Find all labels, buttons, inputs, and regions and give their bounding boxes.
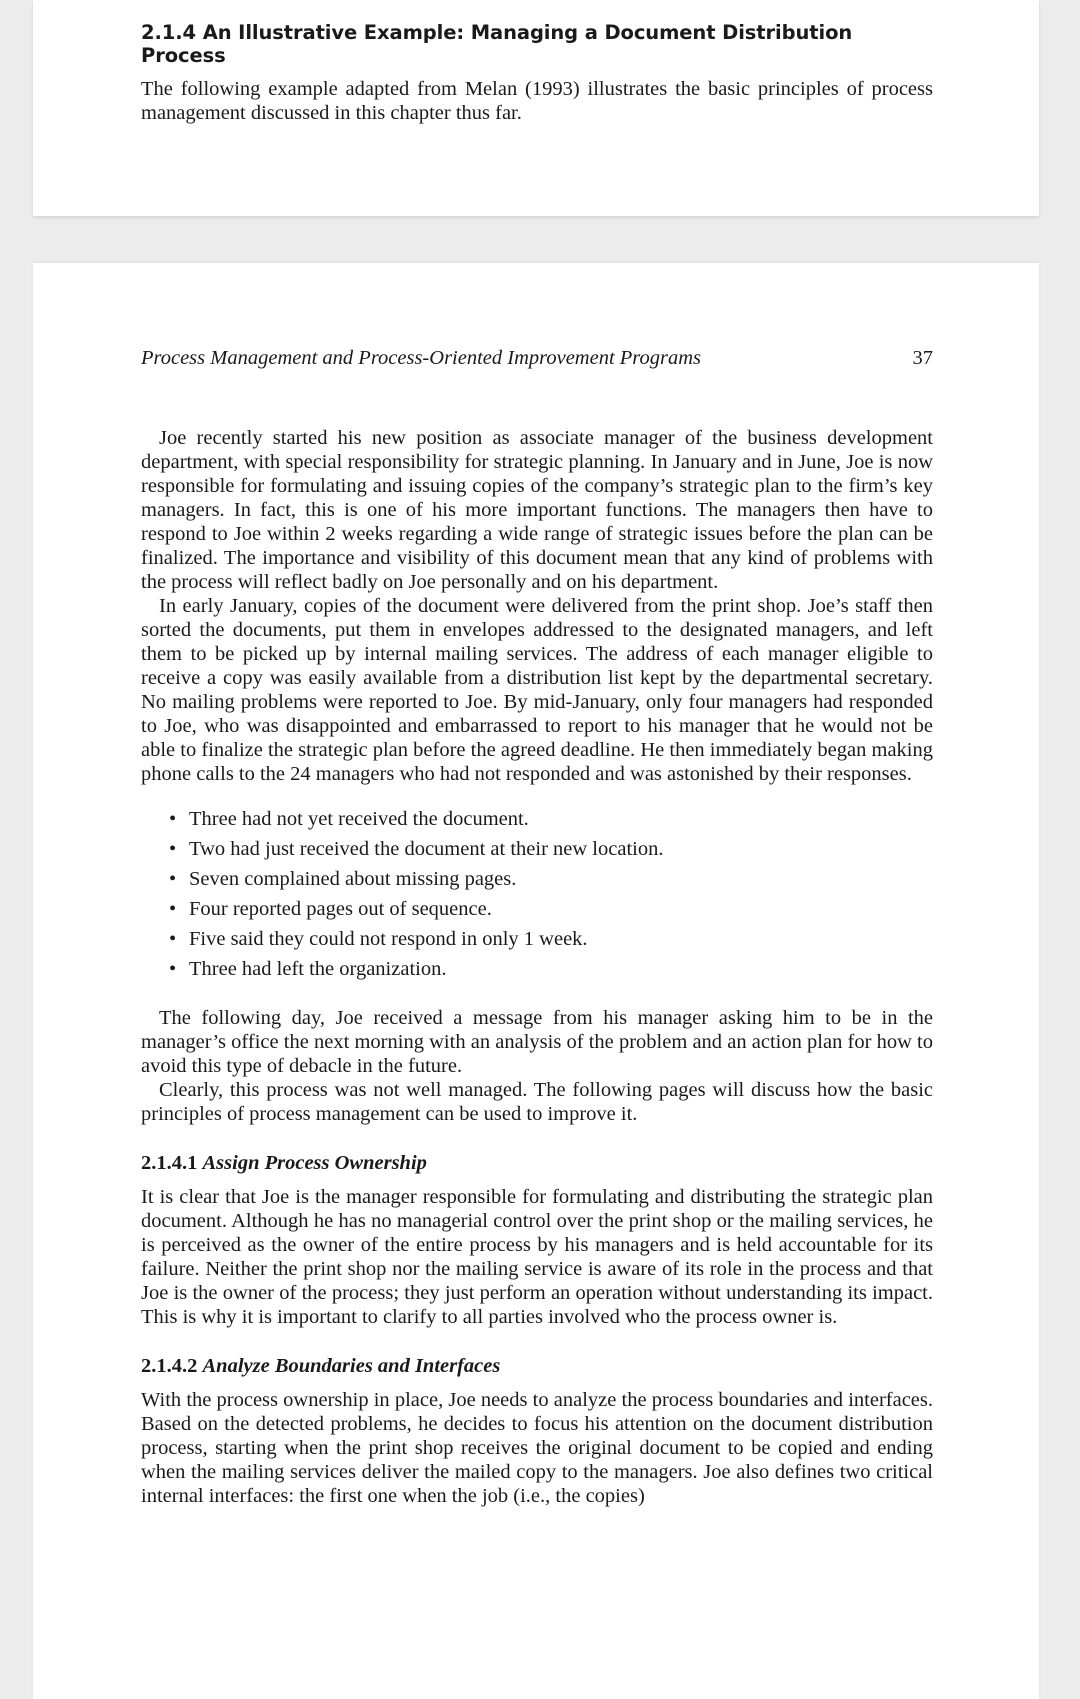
subsection-number: 2.1.4.1 <box>141 1152 198 1174</box>
paragraph: The following day, Joe received a message from his manager asking him to be in the manager’s office the next morning with an analysis of the problem and an action plan for how to avoid this type of debacle in the future. <box>141 1007 933 1077</box>
bullet-icon: • <box>169 928 177 950</box>
subsection-number: 2.1.4.2 <box>141 1355 198 1377</box>
list-item <box>169 924 933 954</box>
paragraph: Joe recently started his new position as associate manager of the business development department, with special responsibility for strategic planning. In January and in June, Joe is now responsible for formulating and issuing copies of the company’s strategic plan to the firm’s key managers. In fact, this is one of his more important functions. The managers then have to respond to Joe within 2 weeks regarding a wide range of strategic issues before the plan can be finalized. The importance and visibility of this document mean that any kind of problems with the process will reflect badly on Joe personally and on his department. <box>141 427 933 593</box>
intro-paragraph: The following example adapted from Melan (1993) illustrates the basic principles of process management discussed in this chapter thus far. <box>141 78 933 124</box>
bullet-icon: • <box>169 958 177 980</box>
list-item <box>169 834 933 864</box>
list-item <box>169 864 933 894</box>
paragraph: It is clear that Joe is the manager responsible for formulating and distributing the strategic plan document. Although he has no managerial control over the print shop or the mailing services, he is perceived as the owner of the entire process by his managers and is held accountable for its failure. Neither the print shop nor the mailing service is aware of its role in the process and that Joe is the owner of the process; they just perform an operation without understanding its impact. This is why it is important to clarify to all parties involved who the process owner is. <box>141 1186 933 1328</box>
list-item-text: Five said they could not respond in only 1 week. <box>189 928 588 950</box>
list-item-text: Three had left the organization. <box>189 958 447 980</box>
list-item-text: Seven complained about missing pages. <box>189 868 517 890</box>
list-item-text: Two had just received the document at their new location. <box>189 838 664 860</box>
bullet-icon: • <box>169 898 177 920</box>
list-item <box>169 954 933 984</box>
subsection-title: Assign Process Ownership <box>202 1152 427 1174</box>
bullet-icon: • <box>169 838 177 860</box>
top-page-content <box>141 21 933 125</box>
paragraph: In early January, copies of the document were delivered from the print shop. Joe’s staff then sorted the documents, put them in envelopes addressed to the designated managers, and left them to be picked up by internal mailing services. The address of each manager eligible to receive a copy was easily available from a distribution list kept by the departmental secretary. No mailing problems were reported to Joe. By mid-January, only four managers had responded to Joe, who was disappointed and embarrassed to report to his manager that he would not be able to finalize the strategic plan before the agreed deadline. He then immediately began making phone calls to the 24 managers who had not responded and was astonished by their responses. <box>141 595 933 785</box>
list-item-text: Four reported pages out of sequence. <box>189 898 492 920</box>
subsection-heading <box>141 1152 933 1175</box>
paragraph: Clearly, this process was not well managed. The following pages will discuss how the basic principles of process management can be used to improve it. <box>141 1079 933 1125</box>
bullet-icon: • <box>169 808 177 830</box>
top-page <box>33 0 1039 216</box>
response-list <box>141 804 933 984</box>
list-item <box>169 894 933 924</box>
subsection-heading <box>141 1355 933 1378</box>
page-number: 37 <box>912 347 933 369</box>
list-item <box>169 804 933 834</box>
section-heading: 2.1.4 An Illustrative Example: Managing a Document Distribution Process <box>141 21 853 67</box>
running-head-title: Process Management and Process-Oriented Improvement Programs <box>141 347 702 369</box>
subsection-title: Analyze Boundaries and Interfaces <box>202 1355 501 1377</box>
list-item-text: Three had not yet received the document. <box>189 808 529 830</box>
body-text <box>141 426 933 1508</box>
bottom-page <box>33 263 1039 1699</box>
bullet-icon: • <box>169 868 177 890</box>
paragraph: With the process ownership in place, Joe needs to analyze the process boundaries and interfaces. Based on the detected problems, he decides to focus his attention on the document distribution process, starting when the print shop receives the original document to be copied and ending when the mailing services deliver the mailed copy to the managers. Joe also defines two critical internal interfaces: the first one when the job (i.e., the copies) <box>141 1389 933 1507</box>
running-head <box>141 347 933 370</box>
